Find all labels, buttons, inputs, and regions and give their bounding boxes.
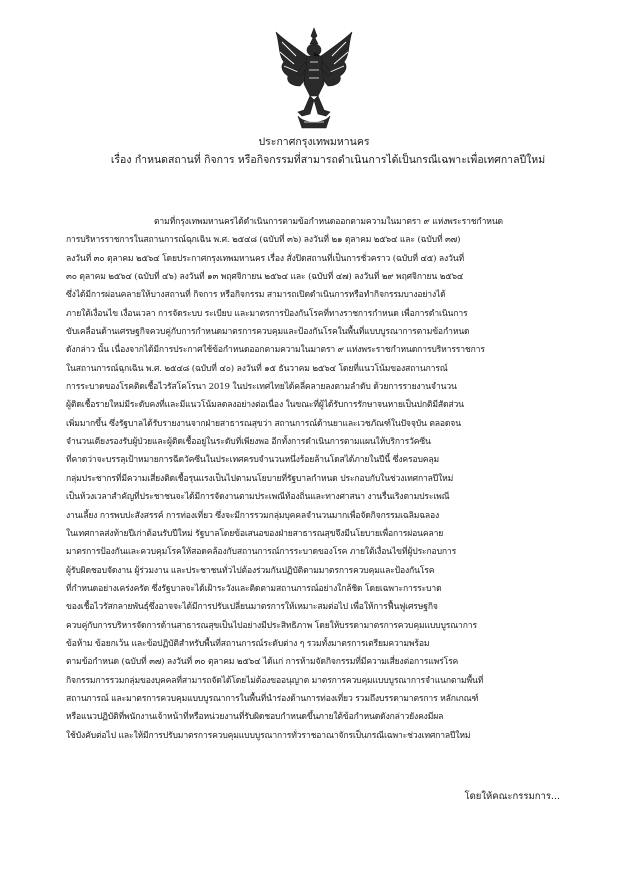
body-line: ที่คาดว่าจะบรรลุเป้าหมายการฉีดวัคซีนในประเทศครบจำนวนหนึ่งร้อยล้านโดสได้ภายในปีนี้ ซึ่งครอบคลุม xyxy=(66,455,440,466)
body-line: สถานการณ์ และมาตรการควบคุมแบบบูรณาการในพื้นที่นำร่องด้านการท่องเที่ยว รวมถึงบรรดามาตรการ หลักเกณฑ์ xyxy=(66,693,479,704)
body-line: กิจกรรมการรวมกลุ่มของบุคคลที่สามารถจัดได้โดยไม่ต้องขออนุญาต มาตรการควบคุมแบบบูรณาการจำแนกตามพื้นที่ xyxy=(66,675,484,686)
body-line: ใช้บังคับต่อไป และให้มีการปรับมาตรการควบคุมแบบบูรณาการทั่วราชอาณาจักรเป็นกรณีเฉพาะช่วงเทศกาลปีใหม่ xyxy=(66,730,471,741)
body-line: ขับเคลื่อนด้านเศรษฐกิจควบคู่กับการกำหนดมาตรการควบคุมและป้องกันโรคในพื้นที่แบบบูรณาการตามข้อกำหนด xyxy=(66,327,470,338)
body-line: ในสถานการณ์ฉุกเฉิน พ.ศ. ๒๕๔๘ (ฉบับที่ ๔๐) ลงวันที่ ๑๕ ธันวาคม ๒๕๖๔ โดยที่แนวโน้มของสถานการณ์ xyxy=(66,363,448,374)
body-line: การบริหารราชการในสถานการณ์ฉุกเฉิน พ.ศ. ๒๕๔๘ (ฉบับที่ ๓๖) ลงวันที่ ๒๑ ตุลาคม ๒๕๖๔ และ (ฉบับที่ ๓๗) xyxy=(66,235,461,246)
document-body xyxy=(66,213,572,745)
body-line: จำนวนเตียงรองรับผู้ป่วยและผู้ติดเชื้ออยู่ในระดับที่เพียงพอ อีกทั้งการดำเนินการตามแผนให้บริการวัคซีน xyxy=(66,437,431,448)
body-line: ตามที่กรุงเทพมหานครได้ดำเนินการตามข้อกำหนดออกตามความในมาตรา ๙ แห่งพระราชกำหนด xyxy=(154,217,503,227)
body-line: ซึ่งได้มีการผ่อนคลายให้บางสถานที่ กิจการ หรือกิจกรรม สามารถเปิดดำเนินการหรือทำกิจกรรมบางอย่างได้ xyxy=(66,290,446,301)
body-line: ๓๐ ตุลาคม ๒๕๖๔ (ฉบับที่ ๔๖) ลงวันที่ ๑๓ พฤศจิกายน ๒๕๖๔ และ (ฉบับที่ ๔๗) ลงวันที่ ๒๙ พฤศจิกายน ๒๕๖๔ xyxy=(66,272,464,283)
body-line: ภายใต้เงื่อนไข เงื่อนเวลา การจัดระบบ ระเบียบ และมาตรการป้องกันโรคที่ทางราชการกำหนด เพื่อการดำเนินการ xyxy=(66,308,468,319)
body-line: กลุ่มประชากรที่มีความเสี่ยงติดเชื้อรุนแรงเป็นไปตามนโยบายที่รัฐบาลกำหนด ประกอบกับในช่วงเทศกาลปีใหม่ xyxy=(66,473,454,484)
body-line: เพิ่มมากขึ้น ซึ่งรัฐบาลได้รับรายงานจากฝ่ายสาธารณสุขว่า สถานการณ์ด้านยาและเวชภัณฑ์ในปัจจุบัน ตลอดจน xyxy=(66,418,461,429)
body-line: ตามข้อกำหนด (ฉบับที่ ๓๗) ลงวันที่ ๓๐ ตุลาคม ๒๕๖๔ ได้แก่ การห้ามจัดกิจกรรมที่มีความเสี่ยงต่อการแพร่โรค xyxy=(66,657,459,668)
body-line: หรือแนวปฏิบัติที่พนักงานเจ้าหน้าที่หรือหน่วยงานที่รับผิดชอบกำหนดขึ้นภายใต้ข้อกำหนดดังกล่าวยังคงมีผล xyxy=(66,712,444,723)
body-line: ของเชื้อไวรัสกลายพันธุ์ซึ่งอาจจะได้มีการปรับเปลี่ยนมาตรการให้เหมาะสมต่อไป เพื่อให้การฟื้นฟูเศรษฐกิจ xyxy=(66,602,438,613)
body-line: ผู้ติดเชื้อรายใหม่มีระดับคงที่และมีแนวโน้มลดลงอย่างต่อเนื่อง ในขณะที่ผู้ได้รับการรักษาจนหายเป็นปกติมีสัดส่วน xyxy=(66,400,464,411)
body-line: ผู้รับผิดชอบจัดงาน ผู้ร่วมงาน และประชาชนทั่วไปต้องร่วมกันปฏิบัติตามมาตรการควบคุมและป้องกันโรค xyxy=(66,565,435,576)
garuda-emblem-icon xyxy=(274,26,354,130)
body-line: ลงวันที่ ๓๐ ตุลาคม ๒๕๖๔ โดยประกาศกรุงเทพมหานคร เรื่อง สั่งปิดสถานที่เป็นการชั่วคราว (ฉบับที่ ๔๕) ลงวันที่ xyxy=(66,253,464,264)
body-line: มาตรการป้องกันและควบคุมโรคให้สอดคล้องกับสถานการณ์การระบาดของโรค ภายใต้เงื่อนไขที่ผู้ประกอบการ xyxy=(66,547,457,558)
body-line: เป็นห้วงเวลาสำคัญที่ประชาชนจะได้มีการจัดงานตามประเพณีท้องถิ่นและทางศาสนา งานรื่นเริงตามประเพณี xyxy=(66,492,450,503)
body-line: ดังกล่าว นั้น เนื่องจากได้มีการประกาศใช้ข้อกำหนดออกตามความในมาตรา ๙ แห่งพระราชกำหนดการบริหารราชการ xyxy=(66,345,485,356)
document-title: ประกาศกรุงเทพมหานคร xyxy=(258,136,370,148)
body-line: ข้อห้าม ข้อยกเว้น และข้อปฏิบัติสำหรับพื้นที่สถานการณ์ระดับต่าง ๆ รวมทั้งมาตรการเตรียมความพร้อม xyxy=(66,638,430,649)
body-line: ควบคู่กับการบริหารจัดการด้านสาธารณสุขเป็นไปอย่างมีประสิทธิภาพ โดยให้บรรดามาตรการควบคุมแบบบูรณาการ xyxy=(66,620,477,631)
body-line: การระบาดของโรคติดเชื้อไวรัสโคโรนา 2019 ในประเทศไทยได้คลี่คลายลงตามลำดับ ด้วยการรายงานจำนวน xyxy=(66,382,457,393)
document-subject: เรื่อง กำหนดสถานที่ กิจการ หรือกิจกรรมที่สามารถดำเนินการได้เป็นกรณีเฉพาะเพื่อเทศกาลปีใหม่ xyxy=(110,154,546,166)
closing-continuation: โดยให้คณะกรรมการ... xyxy=(464,791,560,802)
body-line: ในเทศกาลส่งท้ายปีเก่าต้อนรับปีใหม่ รัฐบาลโดยข้อเสนอของฝ่ายสาธารณสุขจึงมีนโยบายเพื่อการผ่อนคลาย xyxy=(66,528,444,539)
body-line: งานเลี้ยง การพบปะสังสรรค์ การท่องเที่ยว ซึ่งจะมีการรวมกลุ่มบุคคลจำนวนมากเพื่อจัดกิจกรรมเฉลิมฉลอง xyxy=(66,510,440,521)
body-line: ที่กำหนดอย่างเคร่งครัด ซึ่งรัฐบาลจะได้เฝ้าระวังและติดตามสถานการณ์อย่างใกล้ชิด โดยเฉพาะการระบาด xyxy=(66,583,442,594)
